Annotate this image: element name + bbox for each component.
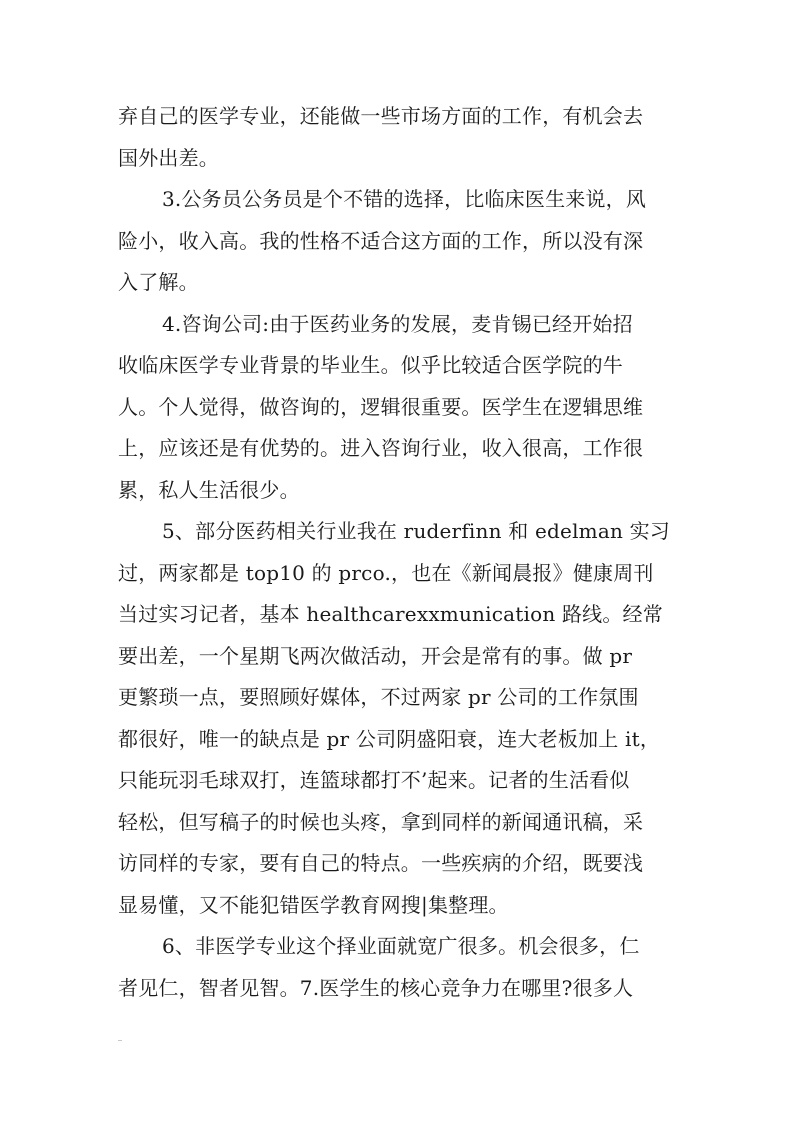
text-line: 入了解。 (118, 270, 199, 294)
text-line: 轻松，但写稿子的时候也头疼，拿到同样的新闻通讯稿，采 (118, 809, 644, 834)
paragraph-start-line: 3.公务员公务员是个不错的选择，比临床医生来说，风 (162, 187, 647, 211)
text-line: 险小，收入高。我的性格不适合这方面的工作，所以没有深 (118, 228, 644, 253)
text-line: 过，两家都是 top10 的 prco.，也在《新闻晨报》健康周刊 (118, 560, 654, 585)
text-line: 国外出差。 (118, 145, 219, 170)
text-line: 更繁琐一点，要照顾好媒体，不过两家 pr 公司的工作氛围 (118, 685, 639, 709)
page-corner-mark (118, 1040, 122, 1041)
text-line: 只能玩羽毛球双打，连篮球都打不’起来。记者的生活看似 (118, 768, 630, 792)
text-line: 显易懂，又不能犯错医学教育网搜|集整理。 (118, 892, 509, 917)
text-line: 收临床医学专业背景的毕业生。似乎比较适合医学院的牛 (118, 353, 623, 377)
text-line: 当过实习记者，基本 healthcarexxmunication 路线。经常 (118, 602, 663, 626)
text-line: 要出差，一个星期飞两次做活动，开会是常有的事。做 pr (118, 643, 633, 668)
text-line: 都很好，唯一的缺点是 pr 公司阴盛阳衰，连大老板加上 it， (118, 726, 661, 751)
text-line: 者见仁，智者见智。7.医学生的核心竞争力在哪里?很多人 (118, 975, 634, 1000)
document-body (118, 96, 678, 1009)
text-line: 人。个人觉得，做咨询的，逻辑很重要。医学生在逻辑思维 (118, 394, 644, 419)
text-line: 上，应该还是有优势的。进入咨询行业，收入很高，工作很 (118, 436, 644, 460)
paragraph-start-line: 5、部分医药相关行业我在 ruderfinn 和 edelman 实习 (162, 519, 670, 543)
text-line: 访同样的专家，要有自己的特点。一些疾病的介绍，既要浅 (118, 851, 644, 875)
paragraph-start-line: 6、非医学专业这个择业面就宽广很多。机会很多，仁 (162, 934, 640, 958)
text-line: 累，私人生活很少。 (118, 477, 300, 502)
paragraph-start-line: 4.咨询公司:由于医药业务的发展，麦肯锡已经开始招 (162, 311, 633, 336)
text-line: 弃自己的医学专业，还能做一些市场方面的工作，有机会去 (118, 104, 644, 128)
